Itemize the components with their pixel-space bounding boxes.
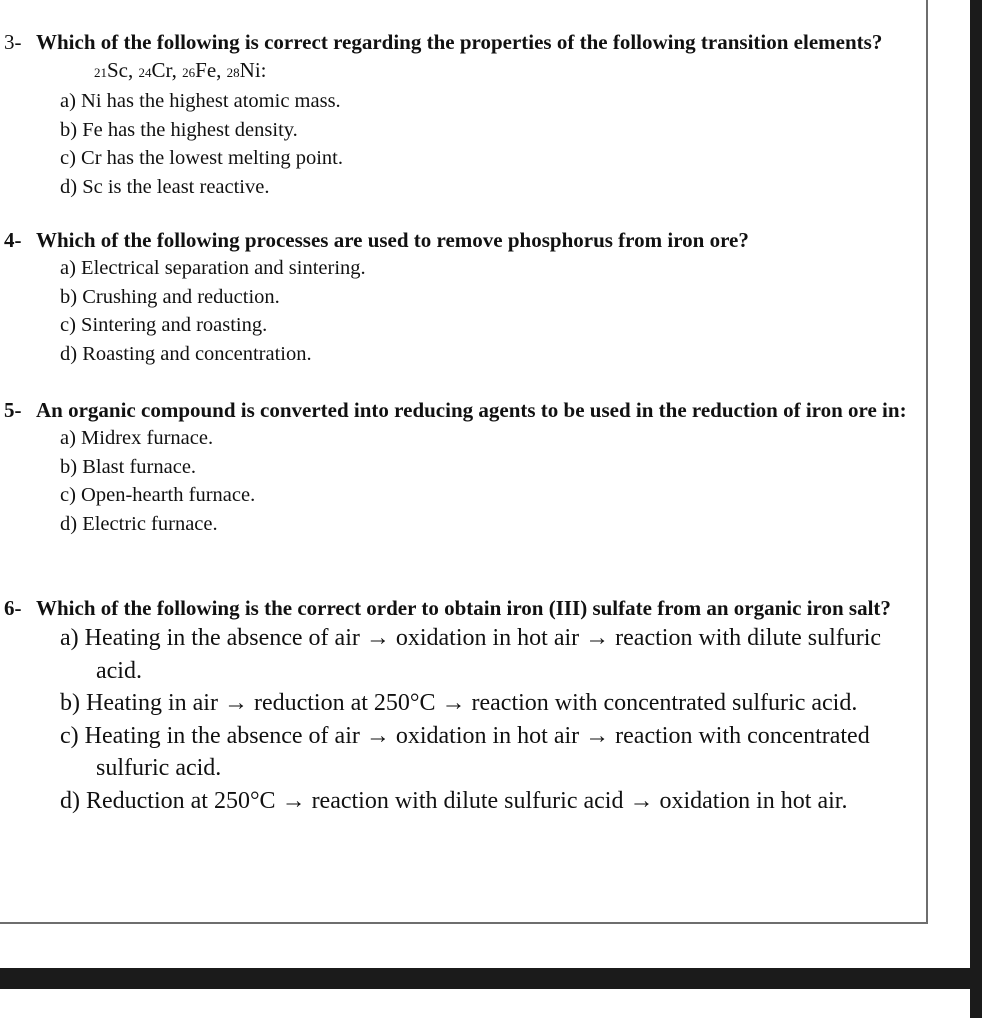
question-text: Which of the following is the correct order to obtain iron (III) sulfate from an organic iron salt?	[36, 596, 891, 620]
question-number: 6-	[4, 596, 22, 620]
option-a[interactable]: a) Heating in the absence of air → oxidation in hot air → reaction with dilute sulfuric acid.	[60, 625, 882, 684]
element-cr: 24Cr,	[138, 58, 183, 82]
option-b[interactable]: b) Crushing and reduction.	[60, 285, 280, 308]
answer-options	[0, 254, 930, 368]
option-c[interactable]: c) Sintering and roasting.	[60, 314, 268, 336]
question-stem	[0, 396, 930, 424]
question-text: An organic compound is converted into reducing agents to be used in the reduction of iron ore in:	[36, 398, 907, 422]
bottom-margin	[0, 989, 970, 1018]
option-d[interactable]: d) Electric furnace.	[60, 512, 218, 535]
question-text: Which of the following is correct regarding the properties of the following transition elements?	[36, 30, 883, 54]
option-c[interactable]: c) Heating in the absence of air → oxidation in hot air → reaction with concentrated sulfuric acid.	[60, 722, 870, 781]
question-4	[0, 226, 930, 368]
question-text: Which of the following processes are used to remove phosphorus from iron ore?	[36, 228, 749, 252]
question-stem	[0, 594, 930, 622]
option-d[interactable]: d) Sc is the least reactive.	[60, 175, 270, 198]
bottom-edge-bar	[0, 968, 982, 989]
question-stem	[0, 226, 930, 254]
option-c[interactable]: c) Cr has the lowest melting point.	[60, 147, 343, 169]
question-6	[0, 594, 930, 817]
option-b[interactable]: b) Fe has the highest density.	[60, 118, 298, 141]
answer-options	[0, 424, 930, 538]
option-a[interactable]: a) Electrical separation and sintering.	[60, 257, 366, 279]
option-c[interactable]: c) Open-hearth furnace.	[60, 484, 256, 506]
answer-options	[0, 87, 930, 201]
option-a[interactable]: a) Ni has the highest atomic mass.	[60, 90, 341, 112]
question-stem	[0, 28, 930, 87]
option-b[interactable]: b) Heating in air → reduction at 250°C → reaction with concentrated sulfuric acid.	[60, 690, 858, 716]
option-a[interactable]: a) Midrex furnace.	[60, 427, 214, 449]
element-ni: 28Ni:	[226, 58, 267, 82]
element-list	[94, 58, 267, 82]
question-number: 4-	[4, 228, 22, 252]
question-3	[0, 28, 930, 201]
answer-options	[0, 622, 930, 817]
question-5	[0, 396, 930, 538]
question-number: 3-	[4, 30, 22, 54]
element-fe: 26Fe,	[182, 58, 227, 82]
question-number: 5-	[4, 398, 22, 422]
element-sc: 21Sc,	[94, 58, 139, 82]
screen-edge-bar	[970, 0, 982, 1018]
option-b[interactable]: b) Blast furnace.	[60, 455, 197, 478]
option-d[interactable]: d) Roasting and concentration.	[60, 342, 312, 365]
option-d[interactable]: d) Reduction at 250°C → reaction with dilute sulfuric acid → oxidation in hot air.	[60, 787, 848, 814]
